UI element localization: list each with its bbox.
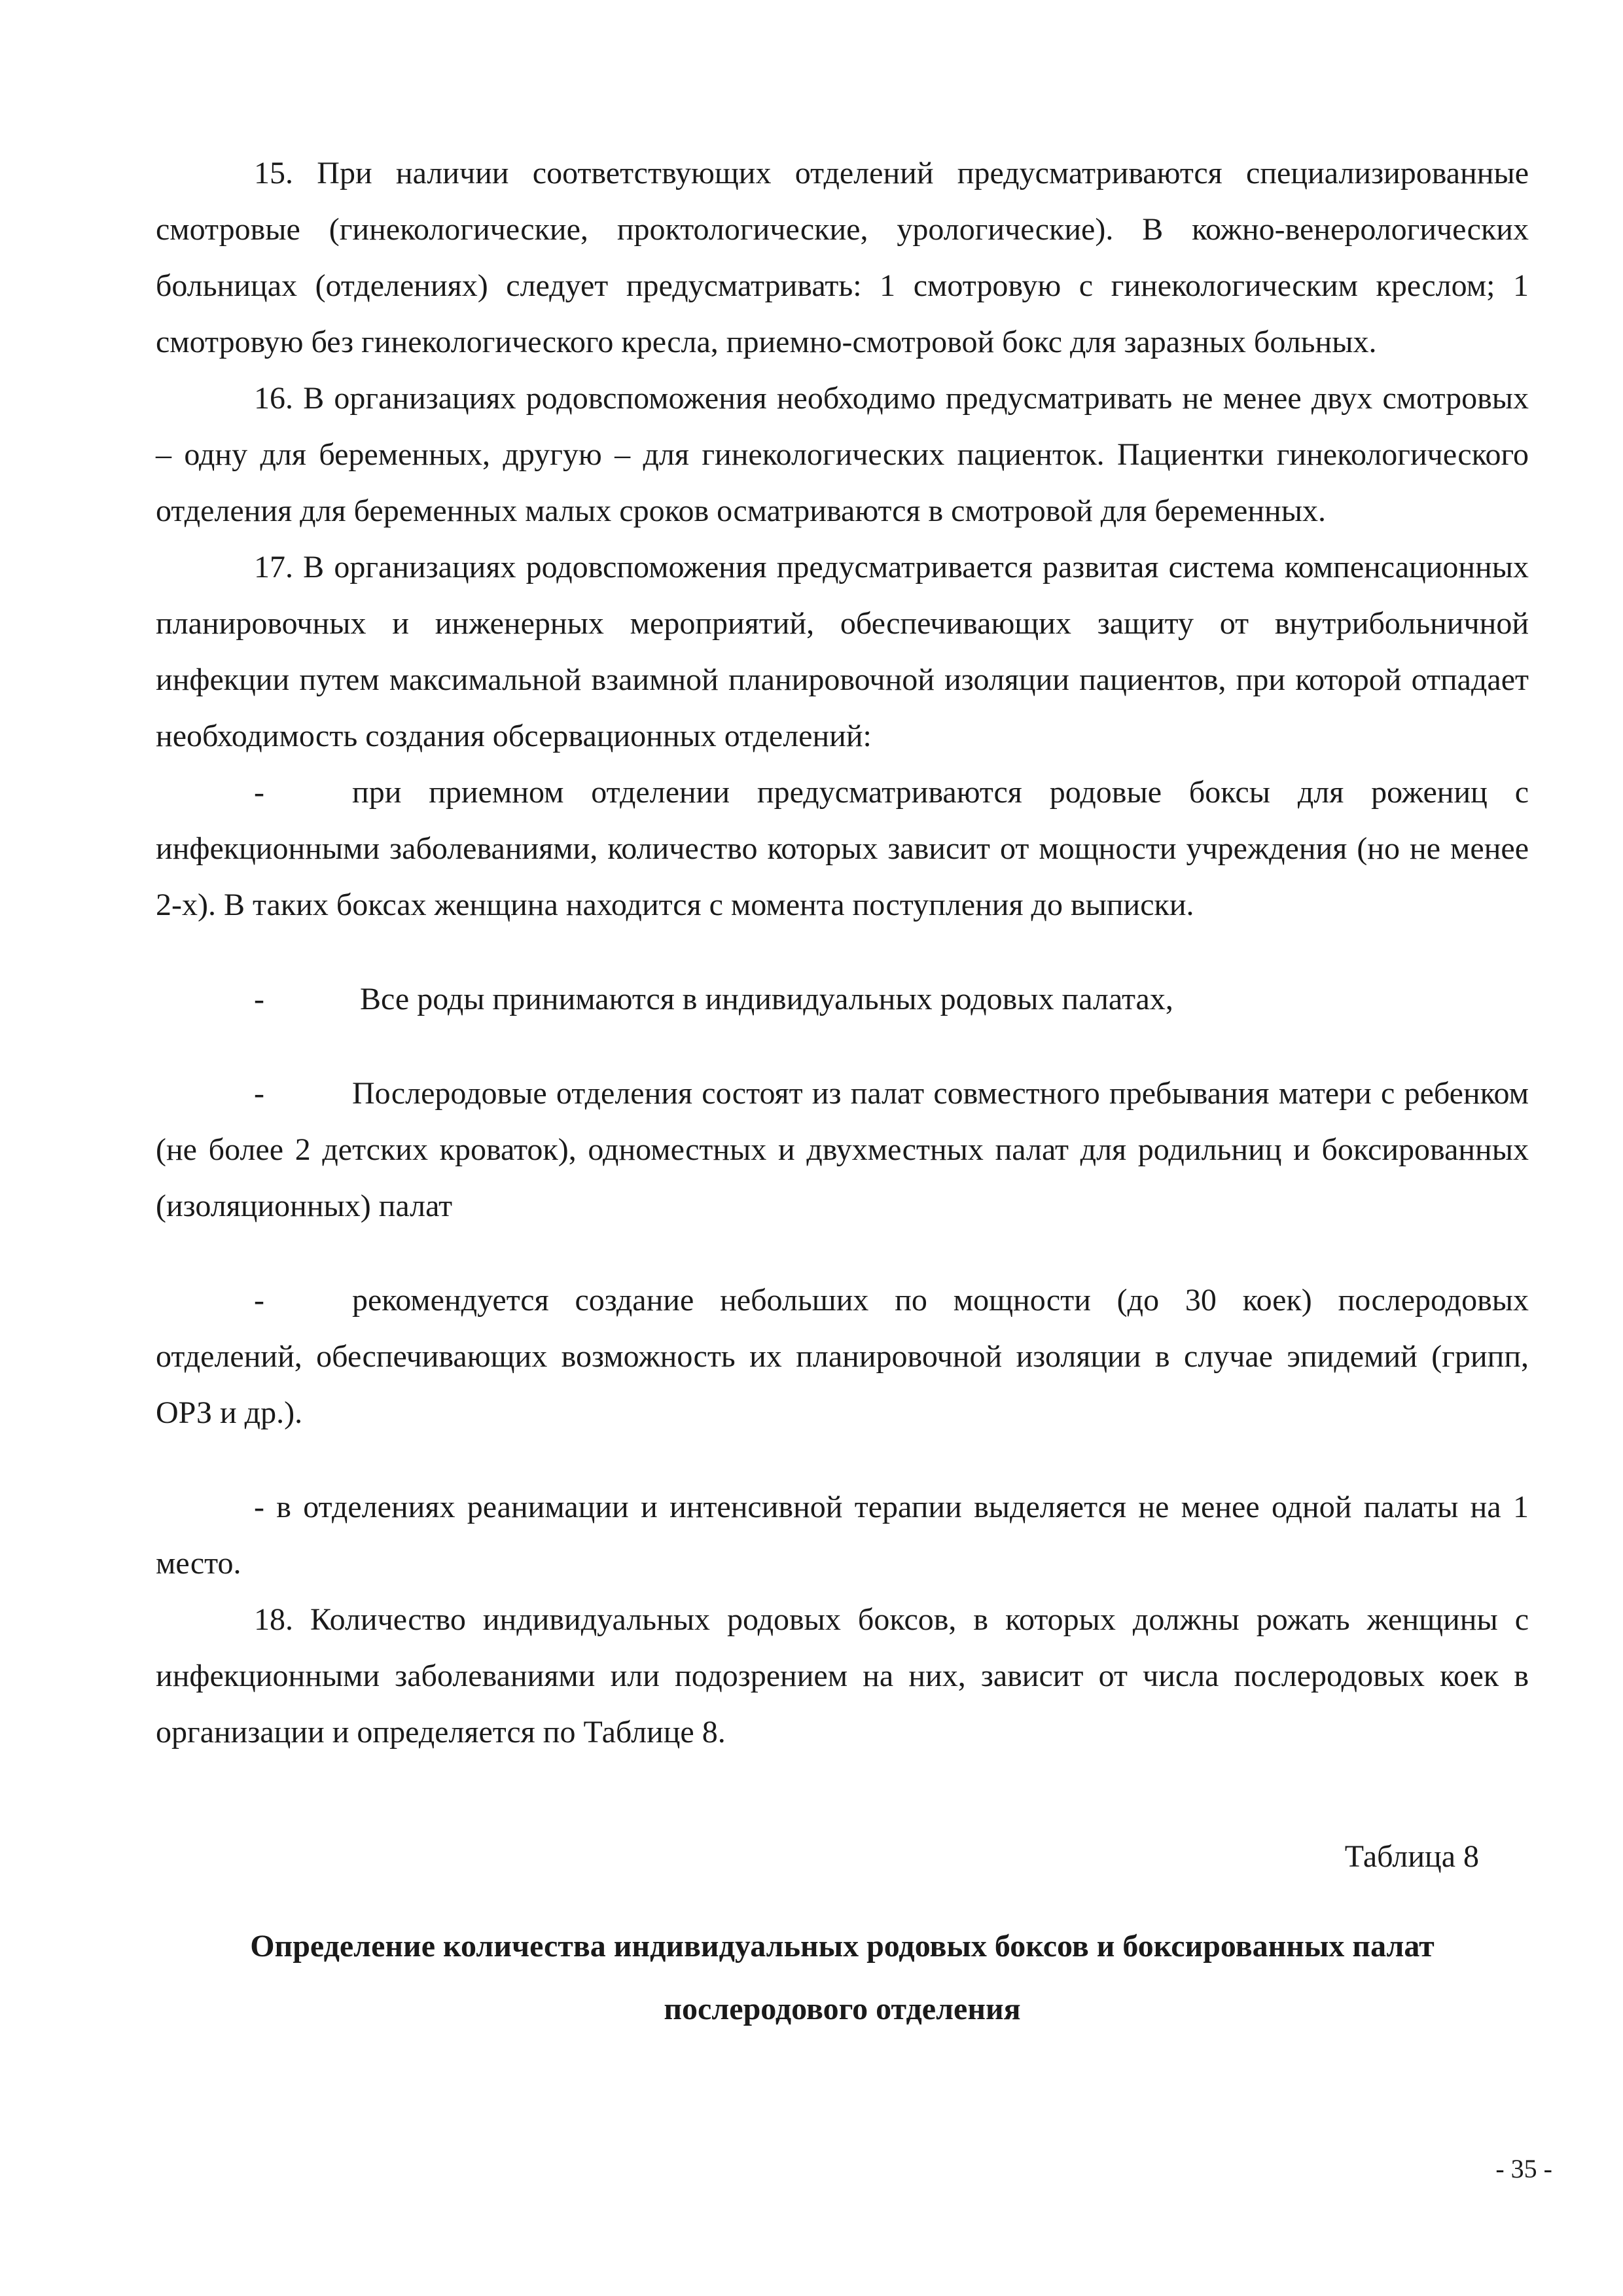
list-item-marker: -	[254, 1076, 264, 1111]
icu-item: - в отделениях реанимации и интенсивной терапии выделяется не менее одной палаты на 1 место.	[156, 1490, 1529, 1581]
paragraph-15: 15. При наличии соответствующих отделений предусматриваются специализированные смотровые (гинекологические, проктологические, урологические). В кожно-венерологических больницах (отделениях) следует предусматривать: 1 смотровую с гинекологическим креслом; 1 смотровую без гинекологического кресла, приемно-смотровой бокс для заразных больных.	[156, 156, 1529, 359]
table-caption: Таблица 8	[1344, 1839, 1479, 1874]
list-item-marker: -	[254, 1283, 264, 1318]
list-item-marker: -	[254, 775, 264, 810]
paragraph-16: 16. В организациях родовспоможения необходимо предусматривать не менее двух смотровых – одну для беременных, другую – для гинекологических пациенток. Пациентки гинекологического отделения для беременных малых сроков осматриваются в смотровой для беременных.	[156, 381, 1529, 528]
table-title-line1: Определение количества индивидуальных родовых боксов и боксированных палат	[250, 1929, 1435, 1964]
list-item	[156, 971, 1529, 1028]
document-page	[156, 145, 1529, 2041]
list-item	[156, 764, 1529, 933]
list-item	[156, 1272, 1529, 1441]
table-title	[156, 1915, 1529, 2041]
table-title-line2: послеродового отделения	[664, 1992, 1021, 2026]
list-item-text: Все роды принимаются в индивидуальных родовых палатах,	[352, 982, 1173, 1016]
list-item-text: Послеродовые отделения состоят из палат совместного пребывания матери с ребенком (не более 2 детских кроваток), одноместных и двухместных палат для родильниц и боксированных (изоляционных) палат	[156, 1076, 1529, 1223]
list-item	[156, 1066, 1529, 1234]
list-item-text: при приемном отделении предусматриваются родовые боксы для рожениц с инфекционными заболеваниями, количество которых зависит от мощности учреждения (но не менее 2-х). В таких боксах женщина находится с момента поступления до выписки.	[156, 775, 1529, 922]
list-item-marker: -	[254, 982, 264, 1016]
paragraph-17: 17. В организациях родовспоможения предусматривается развитая система компенсационных планировочных и инженерных мероприятий, обеспечивающих защиту от внутрибольничной инфекции путем максимальной взаимной планировочной изоляции пациентов, при которой отпадает необходимость создания обсервационных отделений:	[156, 550, 1529, 753]
paragraph-18: 18. Количество индивидуальных родовых боксов, в которых должны рожать женщины с инфекционными заболеваниями или подозрением на них, зависит от числа послеродовых коек в организации и определяется по Таблице 8.	[156, 1602, 1529, 1749]
page-number: - 35 -	[1495, 2154, 1552, 2183]
list-item-text: рекомендуется создание небольших по мощности (до 30 коек) послеродовых отделений, обеспечивающих возможность их планировочной изоляции в случае эпидемий (грипп, ОРЗ и др.).	[156, 1283, 1529, 1430]
